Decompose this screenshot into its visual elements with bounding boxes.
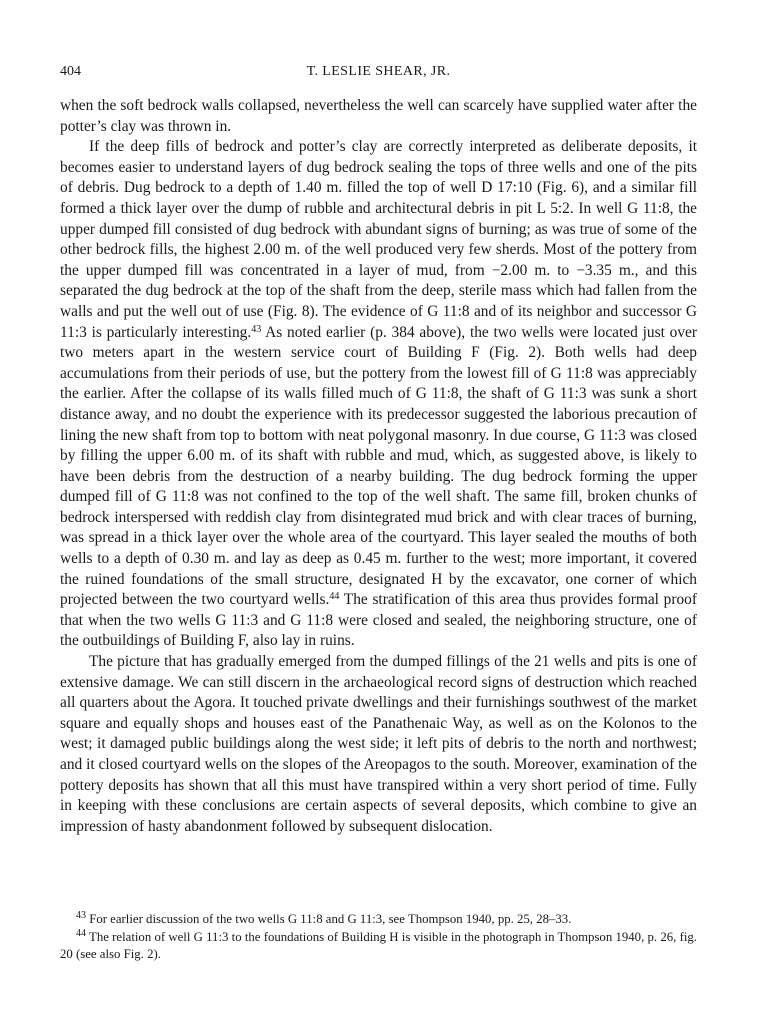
paragraph-text: As noted earlier (p. 384 above), the two wells were located just over two meters apart in the western service court of Building F (Fig. 2). Both wells had deep accumulations from their periods of use, but the pottery from the lowest fill of G 11:8 was appreciably the earlier. After the collapse of its walls filled much of G 11:8, the shaft of G 11:3 was sunk a short distance away, and no doubt the experience with its predecessor suggested the laborious precaution of lining the new shaft from top to bottom with neat polygonal masonry. In due course, G 11:3 was closed by filling the upper 6.00 m. of its shaft with rubble and mud, which, as suggested above, is likely to have been debris from the destruction of a nearby building. The dug bedrock forming the upper dumped fill of G 11:8 was not confined to the top of the well shaft. The same fill, broken chunks of bedrock interspersed with reddish clay from disintegrated mud brick and with clear traces of burning, was spread in a thick layer over the whole area of the courtyard. This layer sealed the mouths of both wells to a depth of 0.30 m. and lay as deep as 0.45 m. further to the west; more important, it covered the ruined foundations of the small structure, designated H by the excavator, one corner of which projected between the two courtyard wells.: [60, 323, 697, 609]
footnote: [60, 929, 697, 964]
running-head: T. LESLIE SHEAR, JR.: [306, 64, 451, 79]
paragraph-text: The picture that has gradually emerged from the dumped fillings of the 21 wells and pits is one of extensive damage. We can still discern in the archaeological record signs of destruction which reached all quarters about the Agora. It touched private dwellings and their furnishings southwest of the market square and equally shops and houses east of the Panathenaic Way, as well as on the Kolonos to the west; it damaged public buildings along the west side; it left pits of debris to the north and northwest; and it closed courtyard wells on the slopes of the Areopagos to the south. Moreover, examination of the pottery deposits has shown that all this must have transpired within a very short period of time. Fully in keeping with these conclusions are certain aspects of several deposits, which combine to give an impression of hasty abandonment followed by subsequent dislocation.: [60, 653, 697, 835]
body-paragraph: [60, 96, 697, 137]
footnote-reference[interactable]: 44: [329, 591, 340, 603]
footnote: [60, 911, 697, 929]
page-number: 404: [60, 64, 81, 79]
paragraph-text: when the soft bedrock walls collapsed, nevertheless the well can scarcely have supplied water after the potter’s clay was thrown in.: [60, 97, 697, 135]
body-paragraph: [60, 137, 697, 652]
footnote-number: 44: [76, 927, 86, 939]
paragraph-text: The stratification of this area thus provides formal proof that when the two wells G 11:3 and G 11:8 were closed and sealed, the neighboring structure, one of the outbuildings of Building F, also lay in ruins.: [60, 591, 697, 650]
body-text: [60, 96, 697, 837]
footnote-number: 43: [76, 910, 86, 921]
footnote-text: For earlier discussion of the two wells G 11:8 and G 11:3, see Thompson 1940, pp. 25, 28–33.: [86, 912, 572, 926]
footnote-text: The relation of well G 11:3 to the foundations of Building H is visible in the photograph in Thompson 1940, p. 26, fig. 20 (see also Fig. 2).: [60, 929, 697, 961]
paragraph-text: If the deep fills of bedrock and potter’s clay are correctly interpreted as deliberate deposits, it becomes easier to understand layers of dug bedrock sealing the tops of three wells and one of the pits of debris. Dug bedrock to a depth of 1.40 m. filled the top of well D 17:10 (Fig. 6), and a similar fill formed a thick layer over the dump of rubble and architectural debris in pit L 5:2. In well G 11:8, the upper dumped fill consisted of dug bedrock with abundant signs of burning; as was true of some of the other bedrock fills, the highest 2.00 m. of the well produced very few sherds. Most of the pottery from the upper dumped fill was concentrated in a layer of mud, from −2.00 m. to −3.35 m., and this separated the dug bedrock at the top of the shaft from the deep, sterile mass which had fallen from the walls and put the well out of use (Fig. 8). The evidence of G 11:8 and of its neighbor and successor G 11:3 is particularly interesting.: [60, 138, 697, 341]
body-paragraph: [60, 652, 697, 837]
footnote-reference[interactable]: 43: [251, 323, 262, 335]
footnotes: [60, 911, 697, 964]
page-header: [60, 64, 697, 84]
